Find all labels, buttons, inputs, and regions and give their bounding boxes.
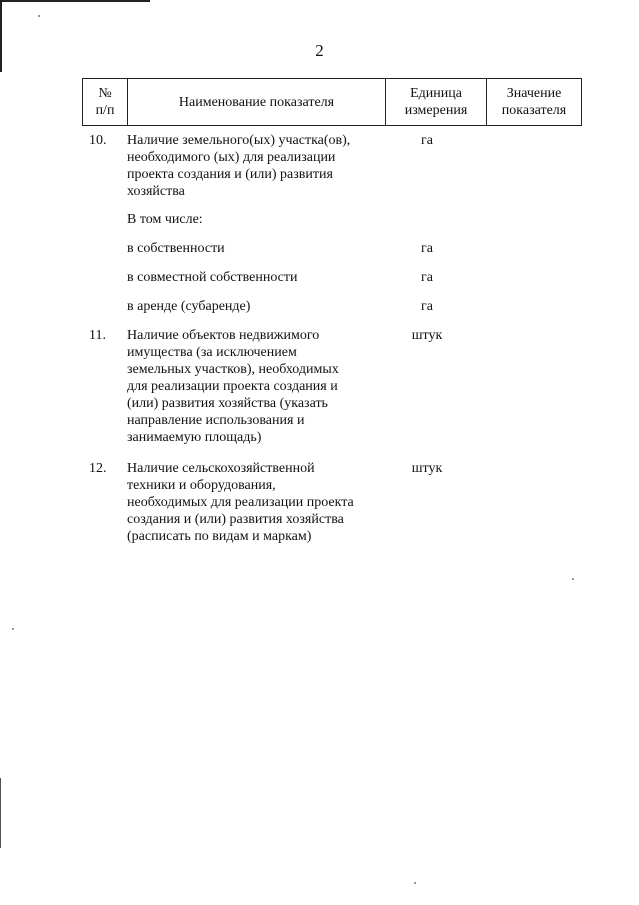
header-name [128,79,386,126]
row-number: 10. [89,133,107,148]
scan-speck [572,578,574,580]
row-name: в собственности [127,241,225,256]
scan-edge-left [0,0,2,72]
row-unit: га [421,241,433,256]
row-unit: га [421,133,433,148]
row-number: 12. [89,461,107,476]
row-unit: га [421,270,433,285]
header-number-label: № п/п [95,86,115,118]
header-name-label: Наименование показателя [178,94,335,110]
row-number: 11. [89,328,106,343]
scan-edge-left-lower [0,778,1,848]
row-name: Наличие земельного(ых) участка(ов), необходимого (ых) для реализации проекта создания и (или) развития хозяйства [127,133,351,199]
row-unit: штук [411,461,443,476]
scan-speck [414,882,416,884]
row-name: Наличие сельскохозяйственной техники и оборудования, необходимых для реализации проекта создания и (или) развития хозяйства (расписать по видам и маркам) [127,461,354,544]
header-unit-label: Единица измерения [404,86,468,118]
scan-speck [38,15,40,17]
header-value-label: Значение показателя [501,86,567,118]
row-name: Наличие объектов недвижимого имущества (за исключением земельных участков), необходимых для реализации проекта создания и (или) развития хозяйства (указать направление использования и занимаемую площадь) [127,328,339,445]
row-name: в совместной собственности [127,270,298,285]
row-name: В том числе: [127,212,203,227]
row-name: в аренде (субаренде) [127,299,251,314]
header-value [487,79,582,126]
header-unit [386,79,487,126]
header-number [83,79,128,126]
scan-speck [12,628,14,630]
table-header [82,78,582,126]
page-number: 2 [315,41,324,60]
row-unit: га [421,299,433,314]
row-unit: штук [411,328,443,343]
scan-edge-top [0,0,150,2]
